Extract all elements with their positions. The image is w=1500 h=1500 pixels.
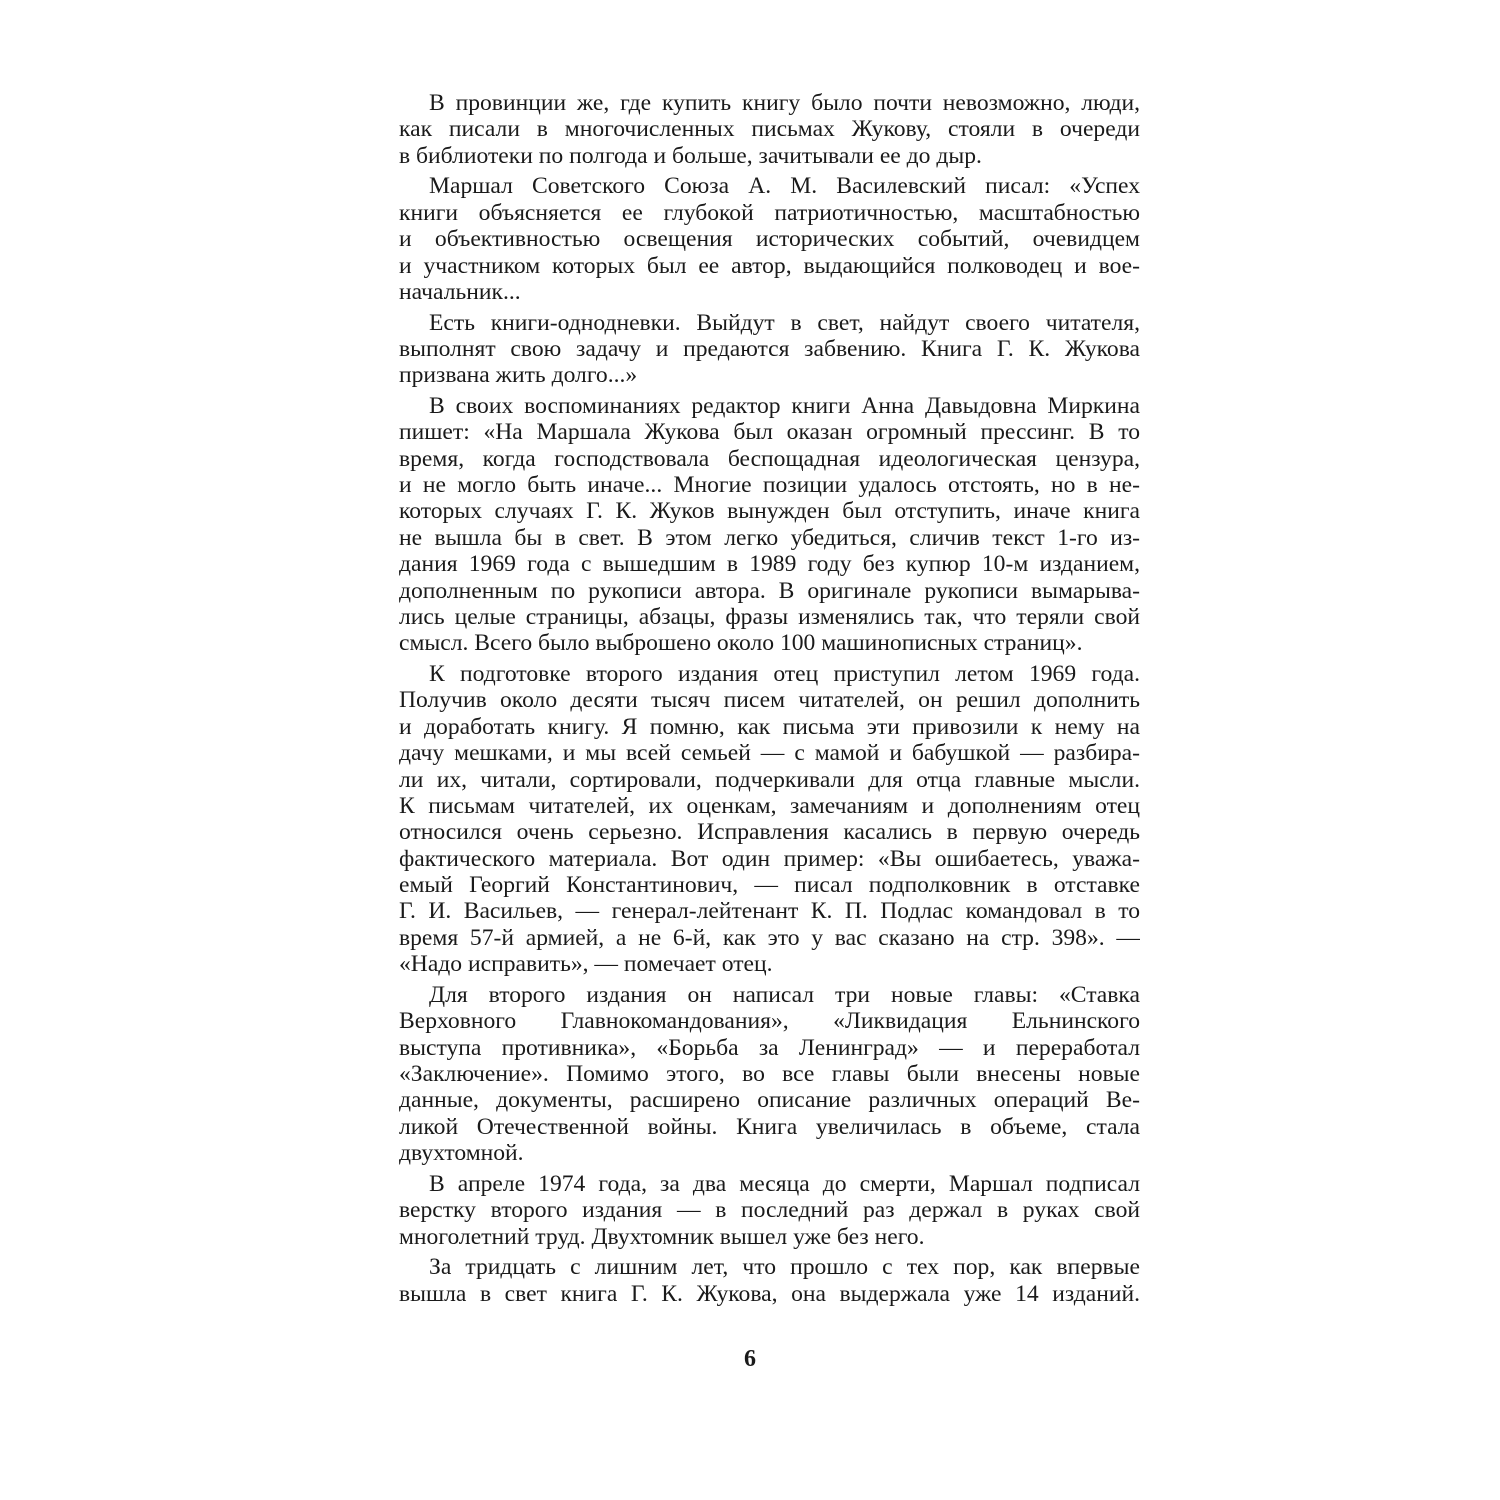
paragraph: [399, 1254, 1140, 1307]
text-line: в библиотеки по полгода и больше, зачитывали ее до дыр.: [399, 142, 982, 169]
page-number: 6: [744, 1346, 756, 1372]
paragraph: [399, 90, 1140, 169]
text-line: ли их, читали, сортировали, подчеркивали для отца главные мысли.: [399, 766, 1140, 793]
text-line: начальник...: [399, 278, 521, 305]
text-line: не вышла бы в свет. В этом легко убедиться, сличив текст 1-го из-: [399, 524, 1140, 551]
text-line: «Надо исправить», — помечает отец.: [399, 951, 773, 978]
text-line: К подготовке второго издания отец приступил летом 1969 года.: [429, 660, 1140, 687]
paragraph: [399, 393, 1140, 657]
text-line: В апреле 1974 года, за два месяца до смерти, Маршал подписал: [429, 1170, 1140, 1197]
text-line: пишет: «На Маршала Жукова был оказан огромный прессинг. В то: [399, 419, 1140, 446]
text-line: «Заключение». Помимо этого, во все главы были внесены новые: [399, 1061, 1140, 1087]
paragraph: [399, 173, 1140, 305]
text-line: За тридцать с лишним лет, что прошло с тех пор, как впервые: [429, 1254, 1140, 1281]
text-line: и объективностью освещения исторических событий, очевидцем: [399, 226, 1140, 253]
text-line: и участником которых был ее автор, выдающийся полководец и вое-: [399, 252, 1140, 279]
text-line: призвана жить долго...»: [399, 362, 638, 389]
text-line: Есть книги-однодневки. Выйдут в свет, найдут своего читателя,: [429, 309, 1140, 336]
text-line: время, когда господствовала беспощадная идеологическая цензура,: [399, 445, 1140, 472]
text-line: многолетний труд. Двухтомник вышел уже без него.: [399, 1223, 925, 1250]
text-line: дачу мешками, и мы всей семьей — с мамой и бабушкой — разбира-: [399, 740, 1140, 767]
text-line: и не могло быть иначе... Многие позиции удалось отстоять, но в не-: [399, 472, 1140, 499]
text-line: В своих воспоминаниях редактор книги Анна Давыдовна Миркина: [429, 392, 1140, 419]
text-line: Для второго издания он написал три новые главы: «Ставка: [429, 981, 1140, 1008]
text-line: емый Георгий Константинович, — писал подполковник в отставке: [399, 872, 1140, 899]
paragraph: [399, 310, 1140, 389]
text-line: вышла в свет книга Г. К. Жукова, она выдержала уже 14 изданий.: [399, 1280, 1140, 1307]
paragraph: [399, 1171, 1140, 1250]
text-line: В провинции же, где купить книгу было почти невозможно, люди,: [429, 90, 1140, 116]
text-line: которых случаях Г. К. Жуков вынужден был отступить, иначе книга: [399, 498, 1140, 525]
text-line: двухтомной.: [399, 1140, 524, 1167]
text-line: Г. И. Васильев, — генерал-лейтенант К. П. Подлас командовал в то: [399, 898, 1140, 925]
text-line: дополненным по рукописи автора. В оригинале рукописи вымарыва-: [399, 577, 1140, 604]
text-line: выполнят свою задачу и предаются забвению. Книга Г. К. Жукова: [399, 335, 1140, 362]
paragraph: [399, 661, 1140, 978]
body-text: [399, 90, 1140, 1311]
text-line: время 57-й армией, а не 6-й, как это у вас сказано на стр. 398». —: [399, 924, 1140, 951]
text-line: К письмам читателей, их оценкам, замечаниям и дополнениям отец: [399, 792, 1140, 819]
text-line: фактического материала. Вот один пример: «Вы ошибаетесь, уважа-: [399, 845, 1140, 872]
text-line: ликой Отечественной войны. Книга увеличилась в объеме, стала: [399, 1113, 1140, 1140]
text-line: выступа противника», «Борьба за Ленинград» — и переработал: [399, 1034, 1140, 1061]
text-line: верстку второго издания — в последний раз держал в руках свой: [399, 1197, 1140, 1224]
text-line: Верховного Главнокомандования», «Ликвидация Ельнинского: [399, 1008, 1140, 1035]
text-line: смысл. Всего было выброшено около 100 машинописных страниц».: [399, 630, 1083, 657]
paragraph: [399, 982, 1140, 1167]
text-line: относился очень серьезно. Исправления касались в первую очередь: [399, 819, 1140, 846]
text-line: Маршал Советского Союза А. М. Василевский писал: «Успех: [429, 173, 1140, 200]
text-line: дания 1969 года с вышедшим в 1989 году без купюр 10-м изданием,: [399, 551, 1140, 578]
text-line: как писали в многочисленных письмах Жукову, стояли в очереди: [399, 116, 1140, 143]
text-line: лись целые страницы, абзацы, фразы изменялись так, что теряли свой: [399, 603, 1140, 630]
text-line: Получив около десяти тысяч писем читателей, он решил дополнить: [399, 687, 1140, 714]
text-line: книги объясняется ее глубокой патриотичностью, масштабностью: [399, 199, 1140, 226]
text-line: данные, документы, расширено описание различных операций Ве-: [399, 1087, 1140, 1114]
text-line: и доработать книгу. Я помню, как письма эти привозили к нему на: [399, 713, 1140, 740]
